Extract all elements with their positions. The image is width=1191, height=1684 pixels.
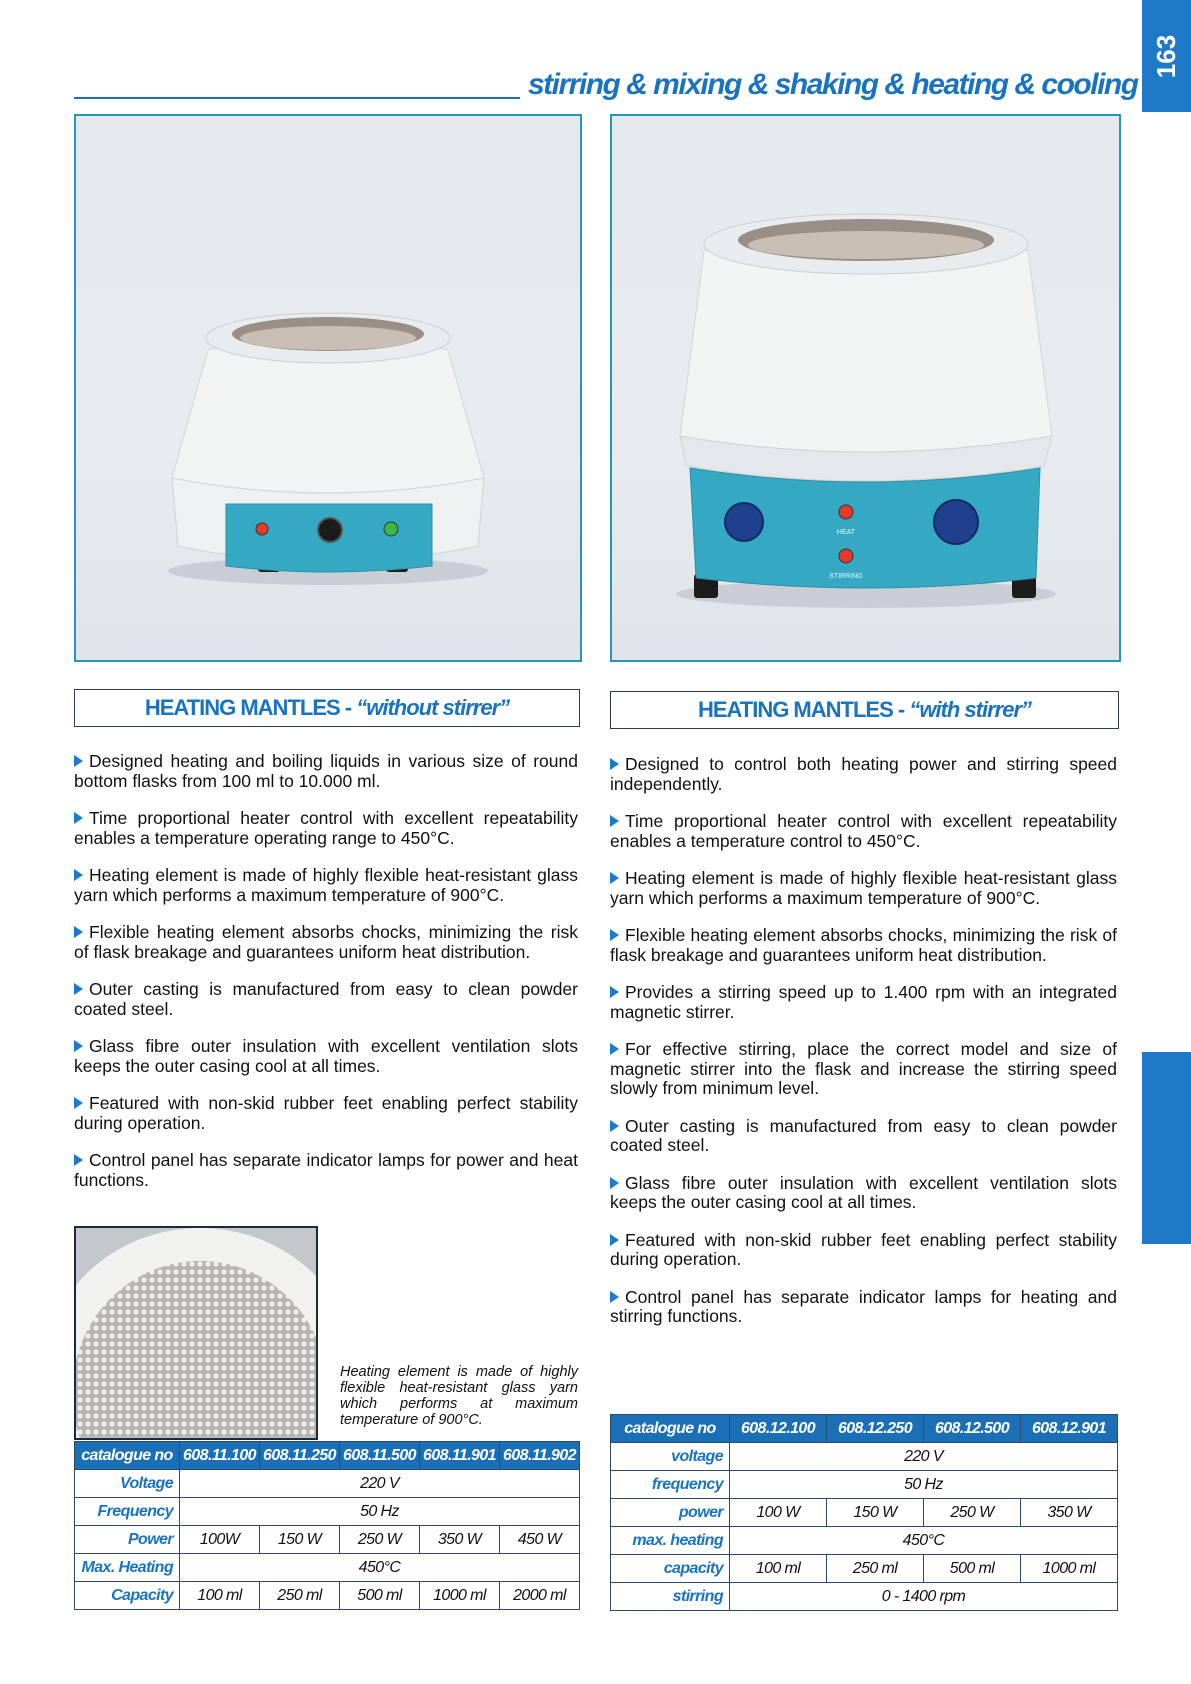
feature-item: Designed to control both heating power and stirring speed independently. [610,754,1117,794]
row-label: Max. Heating [75,1554,180,1582]
product-title-variant: “with stirrer” [909,697,1032,722]
feature-item: Featured with non-skid rubber feet enabling perfect stability during operation. [610,1229,1117,1269]
feature-item: Flexible heating element absorbs chocks, minimizing the risk of flask breakage and guarantees uniform heat distribution. [610,925,1117,965]
triangle-right-icon [610,986,619,998]
heating-element-illustration [76,1228,316,1438]
power-cell: 100W [180,1526,260,1554]
triangle-right-icon [610,1043,619,1055]
power-cell: 150 W [827,1499,924,1527]
heating-element-closeup-photo [74,1226,318,1440]
table-header-row [611,1415,1118,1443]
feature-item: Flexible heating element absorbs chocks, minimizing the risk of flask breakage and guarantees uniform heat distribution. [74,922,578,962]
triangle-right-icon [74,1154,83,1166]
stirring-label: STIRRING [829,573,863,580]
table-row [611,1583,1118,1611]
row-label: voltage [611,1443,730,1471]
product-title-with-stirrer [610,691,1119,729]
product-title-main: HEATING MANTLES - [144,695,352,720]
capacity-cell: 500 ml [340,1582,420,1610]
power-cell: 250 W [924,1499,1021,1527]
feature-item: Featured with non-skid rubber feet enabling perfect stability during operation. [74,1093,578,1133]
capacity-cell: 100 ml [730,1555,827,1583]
product-title-main: HEATING MANTLES - [697,697,905,722]
feature-item: Outer casting is manufactured from easy to clean powder coated steel. [74,979,578,1019]
section-side-tab [1142,1052,1191,1244]
stirring-cell: 0 - 1400 rpm [730,1583,1118,1611]
spec-table-without-stirrer [74,1441,580,1610]
power-cell: 350 W [1021,1499,1118,1527]
row-label: Frequency [75,1498,180,1526]
triangle-right-icon [74,1097,83,1109]
heating-mantle-stirrer-illustration [612,116,1119,660]
catalogue-no-cell: 608.12.500 [924,1415,1021,1443]
frequency-cell: 50 Hz [730,1471,1118,1499]
heating-mantle-illustration [76,116,580,660]
table-row [75,1498,580,1526]
catalogue-no-cell: 608.12.250 [827,1415,924,1443]
photo-caption: Heating element is made of highly flexible heat-resistant glass yarn which performs at maximum temperature of 900°C. [340,1364,578,1428]
triangle-right-icon [74,755,83,767]
feature-item: Control panel has separate indicator lamps for power and heat functions. [74,1150,578,1190]
product-title-variant: “without stirrer” [356,695,510,720]
triangle-right-icon [610,872,619,884]
capacity-cell: 250 ml [827,1555,924,1583]
capacity-cell: 100 ml [180,1582,260,1610]
row-label: max. heating [611,1527,730,1555]
table-row [75,1526,580,1554]
page-number-tab [1142,0,1191,112]
power-cell: 100 W [730,1499,827,1527]
triangle-right-icon [610,1234,619,1246]
table-row [611,1471,1118,1499]
triangle-right-icon [74,812,83,824]
triangle-right-icon [74,926,83,938]
table-row [611,1527,1118,1555]
row-label: Capacity [75,1582,180,1610]
capacity-cell: 250 ml [260,1582,340,1610]
section-title: stirring & mixing & shaking & heating & cooling [528,68,1138,101]
feature-item: Outer casting is manufactured from easy to clean powder coated steel. [610,1115,1117,1155]
page-number: 163 [1150,34,1181,78]
voltage-cell: 220 V [730,1443,1118,1471]
feature-item: Heating element is made of highly flexible heat-resistant glass yarn which performs a maximum temperature of 900°C. [74,865,578,905]
catalogue-no-cell: 608.11.902 [500,1442,580,1470]
triangle-right-icon [610,815,619,827]
catalogue-no-cell: 608.12.901 [1021,1415,1118,1443]
feature-item: Time proportional heater control with excellent repeatability enables a temperature control to 450°C. [610,811,1117,851]
row-label: stirring [611,1583,730,1611]
feature-item: Heating element is made of highly flexible heat-resistant glass yarn which performs a maximum temperature of 900°C. [610,868,1117,908]
feature-item: Time proportional heater control with excellent repeatability enables a temperature operating range to 450°C. [74,808,578,848]
features-list-with-stirrer [610,755,1117,1345]
feature-item: Control panel has separate indicator lamps for heating and stirring functions. [610,1286,1117,1326]
triangle-right-icon [74,1040,83,1052]
max-heating-cell: 450°C [180,1554,580,1582]
heating-mantle-without-stirrer-photo [74,114,582,662]
table-header-row [75,1442,580,1470]
header-rule [74,97,520,99]
feature-item: Glass fibre outer insulation with excellent ventilation slots keeps the outer casing cool at all times. [74,1036,578,1076]
feature-item: For effective stirring, place the correct model and size of magnetic stirrer into the flask and increase the stirring speed slowly from minimum level. [610,1039,1117,1098]
triangle-right-icon [610,1120,619,1132]
heat-label: HEAT [836,529,856,536]
triangle-right-icon [610,929,619,941]
triangle-right-icon [610,1177,619,1189]
table-row [75,1554,580,1582]
triangle-right-icon [610,758,619,770]
capacity-cell: 1000 ml [420,1582,500,1610]
catalogue-no-cell: 608.12.100 [730,1415,827,1443]
catalogue-no-label: catalogue no [611,1415,730,1443]
power-cell: 450 W [500,1526,580,1554]
spec-table-with-stirrer [610,1414,1118,1611]
capacity-cell: 500 ml [924,1555,1021,1583]
max-heating-cell: 450°C [730,1527,1118,1555]
catalogue-no-cell: 608.11.100 [180,1442,260,1470]
table-row [75,1470,580,1498]
table-row [611,1443,1118,1471]
table-row [611,1499,1118,1527]
power-cell: 250 W [340,1526,420,1554]
triangle-right-icon [610,1291,619,1303]
catalogue-no-cell: 608.11.250 [260,1442,340,1470]
table-row [611,1555,1118,1583]
row-label: capacity [611,1555,730,1583]
feature-item: Designed heating and boiling liquids in various size of round bottom flasks from 100 ml to 10.000 ml. [74,751,578,791]
table-row [75,1582,580,1610]
power-cell: 150 W [260,1526,340,1554]
product-title-without-stirrer [74,689,580,727]
catalogue-no-cell: 608.11.901 [420,1442,500,1470]
feature-item: Provides a stirring speed up to 1.400 rpm with an integrated magnetic stirrer. [610,982,1117,1022]
row-label: frequency [611,1471,730,1499]
frequency-cell: 50 Hz [180,1498,580,1526]
catalogue-no-cell: 608.11.500 [340,1442,420,1470]
triangle-right-icon [74,983,83,995]
row-label: Power [75,1526,180,1554]
power-cell: 350 W [420,1526,500,1554]
row-label: Voltage [75,1470,180,1498]
feature-item: Glass fibre outer insulation with excellent ventilation slots keeps the outer casing cool at all times. [610,1172,1117,1212]
heating-mantle-with-stirrer-photo [610,114,1121,662]
capacity-cell: 1000 ml [1021,1555,1118,1583]
capacity-cell: 2000 ml [500,1582,580,1610]
triangle-right-icon [74,869,83,881]
catalogue-no-label: catalogue no [75,1442,180,1470]
features-list-without-stirrer [74,752,578,1208]
row-label: power [611,1499,730,1527]
voltage-cell: 220 V [180,1470,580,1498]
